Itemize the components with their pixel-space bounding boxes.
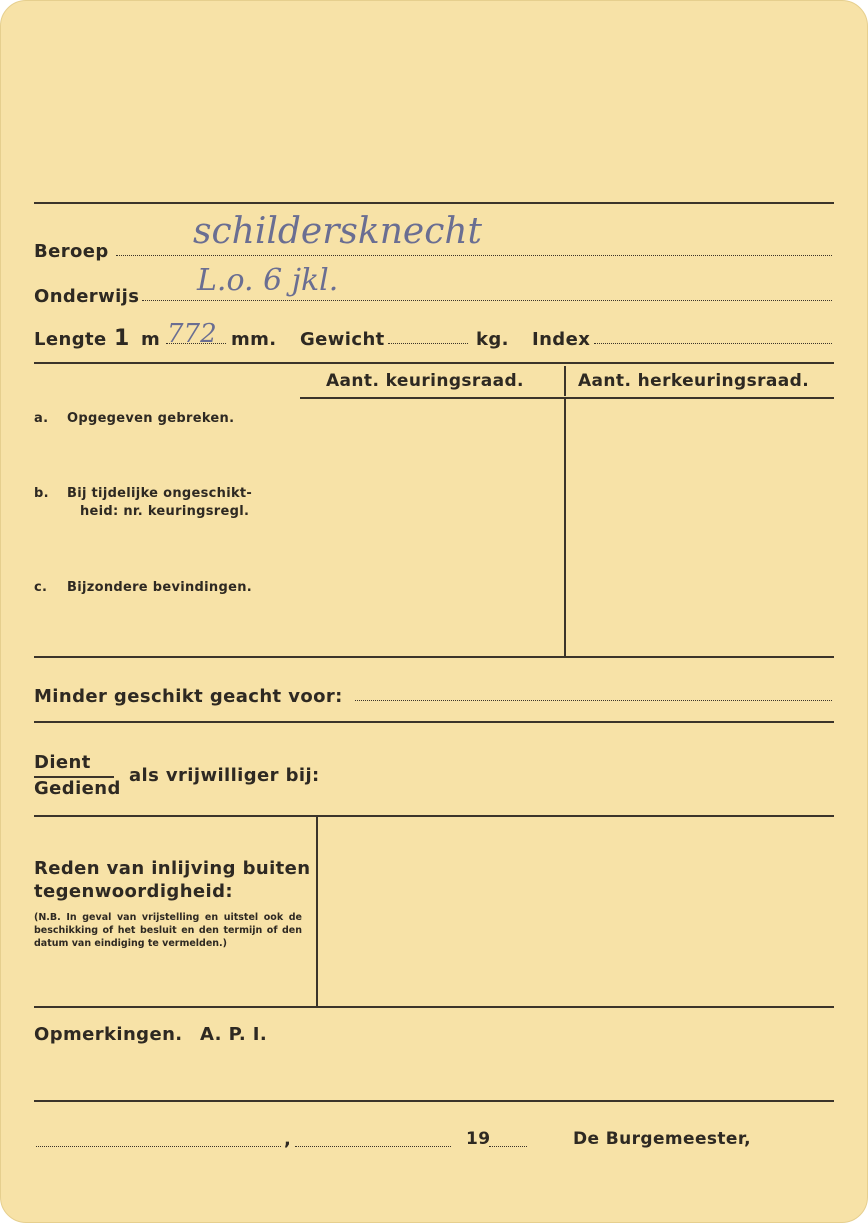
beroep-label: Beroep: [34, 241, 109, 262]
reden-rule: [34, 1006, 834, 1008]
opmerkingen-value: A. P. I.: [200, 1024, 268, 1045]
gewicht-label: Gewicht: [300, 329, 385, 350]
col2-header: Aant. herkeuringsraad.: [578, 371, 810, 391]
lengte-mm-unit: mm.: [231, 329, 277, 350]
table-top-rule: [34, 362, 834, 364]
gewicht-line[interactable]: [388, 343, 468, 344]
gewicht-unit: kg.: [476, 329, 509, 350]
row-b-label-2: heid: nr. keuringsregl.: [80, 504, 250, 519]
onderwijs-value: L.o. 6 jkl.: [197, 263, 339, 298]
gediend-label: Gediend: [34, 778, 121, 799]
lengte-label: Lengte: [34, 329, 107, 350]
top-rule: [34, 202, 834, 204]
year-line[interactable]: [489, 1146, 527, 1147]
table-bottom-rule: [34, 656, 834, 658]
date-line[interactable]: [295, 1146, 451, 1147]
dient-rule: [34, 815, 834, 817]
index-line[interactable]: [594, 343, 832, 344]
year-prefix: 19: [466, 1129, 491, 1149]
dient-label: Dient: [34, 752, 91, 773]
header-underline: [300, 397, 834, 399]
col1-header: Aant. keuringsraad.: [326, 371, 524, 391]
onderwijs-label: Onderwijs: [34, 286, 140, 307]
index-label: Index: [532, 329, 591, 350]
row-b-letter: b.: [34, 486, 49, 501]
beroep-value: schildersknecht: [193, 211, 483, 252]
reden-note: (N.B. In geval van vrijstelling en uitstel ook de beschikking of het besluit en den termijn of den datum van eindiging te vermelden.): [34, 912, 302, 949]
lengte-m: m: [141, 329, 161, 350]
beroep-line[interactable]: [116, 255, 832, 256]
reden-label-2: tegenwoordigheid:: [34, 881, 233, 902]
reden-label-1: Reden van inlijving buiten: [34, 858, 311, 879]
opmerkingen-label: Opmerkingen.: [34, 1024, 183, 1045]
lengte-meter: 1: [114, 326, 130, 351]
header-divider: [564, 366, 566, 396]
row-c-label: Bijzondere bevindingen.: [67, 580, 252, 595]
row-c-letter: c.: [34, 580, 48, 595]
minder-geschikt-line[interactable]: [355, 700, 832, 701]
vrijwilliger-label: als vrijwilliger bij:: [129, 765, 320, 786]
opmerkingen-rule: [34, 1100, 834, 1102]
onderwijs-line[interactable]: [142, 300, 832, 301]
lengte-mm-value: 772: [167, 319, 217, 349]
minder-geschikt-label: Minder geschikt geacht voor:: [34, 686, 343, 707]
reden-divider: [316, 817, 318, 1006]
row-b-label-1: Bij tijdelijke ongeschikt-: [67, 486, 253, 501]
burgemeester-label: De Burgemeester,: [573, 1129, 751, 1149]
footer-comma: ,: [284, 1129, 292, 1150]
place-line[interactable]: [36, 1146, 281, 1147]
col-divider: [564, 399, 566, 656]
row-a-label: Opgegeven gebreken.: [67, 411, 235, 426]
minder-rule: [34, 721, 834, 723]
row-a-letter: a.: [34, 411, 49, 426]
